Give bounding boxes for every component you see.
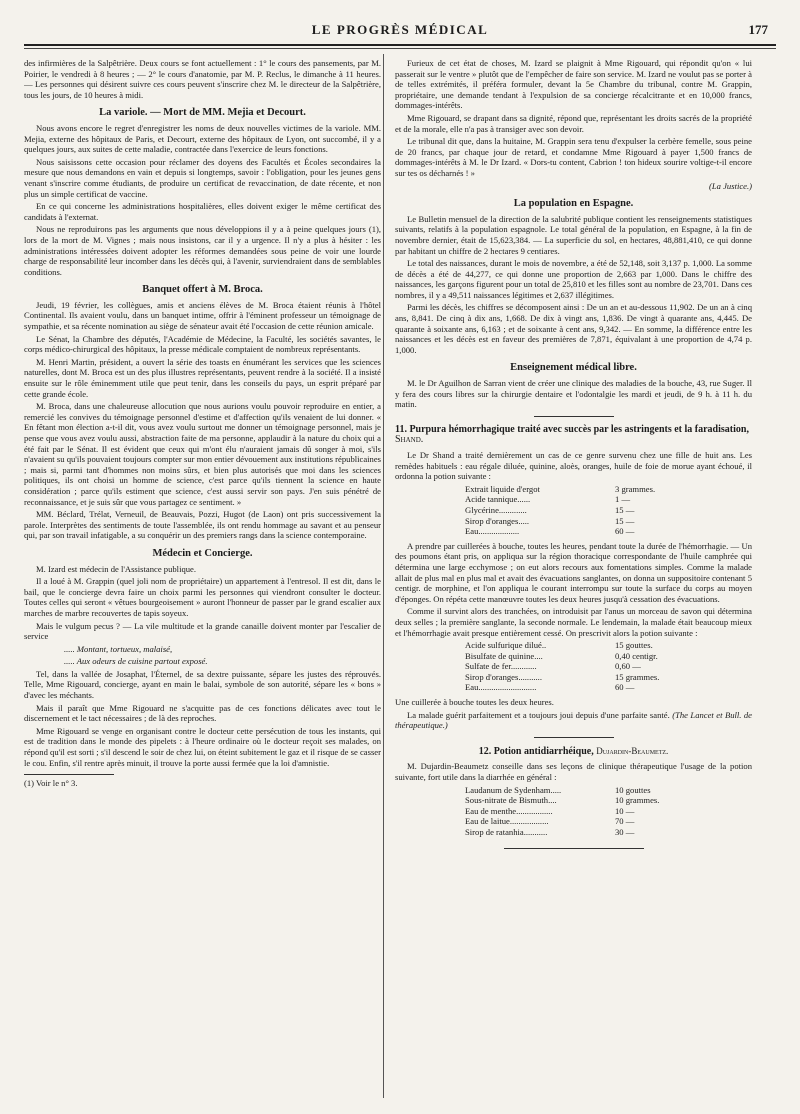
section-title-potion	[395, 746, 752, 758]
prescription-line: Sulfate de fer............ 0,60 —	[465, 661, 641, 672]
prescription-line: Acide sulfurique dilué.. 15 gouttes.	[465, 640, 653, 651]
paragraph: M. Dujardin-Beaumetz conseille dans ses leçons de clinique thérapeutique l'usage de la potion suivante, fort utile dans la diarrhée en général :	[395, 761, 752, 783]
paragraph: En ce qui concerne les administrations hospitalières, elles doivent exiger le même certificat des candidats à l'externat.	[24, 201, 381, 222]
end-rule	[504, 848, 644, 849]
paragraph: Le Sénat, la Chambre des députés, l'Académie de Médecine, la Faculté, les sociétés savantes, le corps médico-chirurgical des hôpitaux, la presse médicale comptaient de nombreux représentants.	[24, 333, 381, 355]
purpura-title: 11. Purpura hémorrhagique traité avec succès par les astringents et la faradisation,	[395, 423, 749, 435]
prescription-line: Sirop de ratanhia........... 30 —	[465, 827, 635, 837]
verse-line: ..... Aux odeurs de cuisine partout exposé.	[64, 656, 208, 667]
paragraph: Mme Rigouard, se drapant dans sa dignité, répond que, représentant les droits sacrés de la propriété et de la morale, elle n'a pas à transiger avec son devoir.	[395, 112, 752, 134]
paragraph: Nous avons encore le regret d'enregistrer les noms de deux nouvelles victimes de la variole. MM. Mejia, externe des hôpitaux de Paris, et Decourt, externe des hôpitaux de Lyon, ont succombé, il y a quelques jours, aux suites de cette maladie, contractée dans l'exercice de leurs fonctions.	[24, 122, 381, 155]
paragraph	[395, 710, 752, 731]
page-number: 177	[748, 22, 768, 37]
paragraph: Le Dr Shand a traité dernièrement un cas de ce genre survenu chez une fille de huit ans. Les remèdes habituels : eau régale diluée, quinine, aloès, oranges, huile de foie de morue ayant échoué, il ordonna la potion suivante :	[395, 450, 752, 482]
paragraph: MM. Béclard, Trélat, Verneuil, de Beauvais, Pozzi, Hugot (de Laon) ont pris successivement la parole. Interprètes des sentiments de toute l'assemblée, ils ont rendu hommage au savant et au penseur qui, par son travail infatigable, a su conquérir un des premiers rangs dans la science contemporaine.	[24, 509, 381, 541]
source-citation: (La Justice.)	[709, 180, 752, 191]
paragraph: Une cuillerée à bouche toutes les deux heures.	[395, 697, 554, 708]
prescription-line: Eau de menthe................. 10 —	[465, 805, 635, 816]
section-title-enseignement: Enseignement médical libre.	[510, 362, 637, 374]
prescription-line: Glycérine............. 15 —	[465, 504, 635, 515]
section-title-broca: Banquet offert à M. Broca.	[142, 284, 263, 296]
prescription-line: Sirop d'oranges........... 15 grammes.	[465, 671, 660, 682]
prescription-line: Acide tannique...... 1 —	[465, 494, 631, 505]
section-title-purpura	[395, 425, 752, 446]
purpura-author: Shand.	[395, 434, 424, 446]
paragraph: Le total des naissances, durant le mois de novembre, a été de 52,148, soit 3,137 p. 1,000. La somme de décès a été de 44,277, ce qui donne une proportion de 2,663 par 1,000. Dans le chiffre des naissances, les garçons figurent pour un total de 25,810 et les filles sont au nombre de 23,701. Dans ces nombres, il y a 49,511 naissances légitimes et 2,637 illégitimes.	[395, 258, 752, 300]
paragraph: Furieux de cet état de choses, M. Izard se plaignit à Mme Rigouard, qui répondit qu'on « lui passerait sur le ventre » plutôt que de l'empêcher de faire son service. M. Izard ne voulut pas se porter à de telles extrémités, il préféra formuler, devant la 5e Chambre du tribunal, contre M. Grappin, propriétaire, une demande tendant à l'expulsion de sa concierge récalcitrante et en 10,000 francs, dommages-intérêts.	[395, 58, 752, 111]
left-column	[24, 58, 381, 1092]
intro-paragraph: des infirmières de la Salpêtrière. Deux cours se font actuellement : 1° le cours des pansements, par M. Poirier, le vendredi à 8 heures ; — 2° le cours d'anatomie, par M. P. Reclus, le dimanche à 11 heures. — Les personnes qui désirent suivre ces cours peuvent s'inscrire chez M. le directeur de la Salpêtrière, tous les jours, de 10 heures à midi.	[24, 58, 381, 100]
prescription-line: Sous-nitrate de Bismuth.... 10 grammes.	[465, 795, 660, 806]
prescription-line: Sirop d'oranges..... 15 —	[465, 515, 635, 526]
purpura-conclusion: La malade guérit parfaitement et a toujours joui depuis d'une parfaite santé.	[407, 709, 670, 720]
page-header	[24, 20, 776, 44]
paragraph: Mais le vulgum pecus ? — La vile multitude et la grande canaille doivent monter par l'escalier de service	[24, 620, 381, 642]
paragraph: Mme Rigouard se venge en organisant contre le docteur cette persécution de tous les instants, qui est de tradition dans le monde des pipelets : à l'heure ordinaire où le docteur reçoit ses malades, on répond qu'il est sorti ; s'il descend le soir de chez lui, on éteint subitement le gaz et il risque de se casser le cou. Enfin, s'il rentre après minuit, il trouve la porte aussi fermée que la loi d'amnistie.	[24, 725, 381, 768]
section-divider	[534, 737, 614, 738]
right-column	[395, 58, 752, 1092]
paragraph: Le tribunal dit que, dans la huitaine, M. Grappin sera tenu d'expulser la cerbère femelle, sous peine de 20 francs, par chaque jour de retard, et condamne Mme Rigouard à payer 1,500 francs de dommages-intérêts à M. le Dr Izard. « Dors-tu content, Cabrion ! ton hideux sourire voltige-t-il encore sur tes os décharnés ! »	[395, 136, 752, 178]
paragraph: Mais il paraît que Mme Rigouard ne s'acquitte pas de ces fonctions délicates avec tout le discernement et le tact nécessaires ; de là des reproches.	[24, 702, 381, 724]
paragraph: Le Bulletin mensuel de la direction de la salubrité publique contient les renseignements statistiques suivants, relatifs à la population espagnole. Le total général de la population, en Espagne, à la fin de novembre dernier, était de 15,623,384. — La superficie du sol, en hectares, 48,881,410, ce qui donne par habitant un chiffre de 2 hectares 9 centiares.	[395, 213, 752, 256]
paragraph: M. Broca, dans une chaleureuse allocution que nous aurions voulu pouvoir reproduire en entier, a remercié les convives du témoignage personnel d'estime et d'affection qu'ils venaient de lui donner. « En fêtant mon élection a-t-il dit, vous avez voulu surtout me donner un témoignage personnel, mais je pense que vous avez voulu aussi, abstraction faite de ma personne, applaudir à la nature du choix qui a été fait par le Sénat. Il est évident que ceux qui m'ont élu n'auraient jamais dû songer à moi, s'ils n'avaient su qu'ils pouvaient toujours compter sur mon entier dévouement aux institutions républicaines ; mais si, parmi tant d'hommes non moins sûrs, et bien plus autorisés que moi dans les sciences politiques, ils ont choisi un homme de science, c'est parce qu'ils tiennent la science en haute considération ; parce qu'ils estiment que science, c'est aussi servir son pays. J'en suis pénétré de reconnaissance, et je suis sûr que vous partagez ce sentiment. »	[24, 401, 381, 507]
prescription-line: Eau........................... 60 —	[465, 682, 635, 693]
column-separator	[383, 54, 384, 1098]
paragraph: Jeudi, 19 février, les collègues, amis et anciens élèves de M. Broca étaient réunis à l'hôtel Continental. Ils avaient voulu, dans un banquet intime, offrir à l'éminent professeur un témoignage de sympathie, et sa récente nomination au siège de sénateur avait été l'occasion de cette réunion amicale.	[24, 299, 381, 332]
verse-line: ..... Montant, tortueux, malaisé,	[64, 643, 173, 654]
prescription-line: Bisulfate de quinine.... 0,40 centigr.	[465, 650, 658, 661]
prescription-line: Eau de laitue.................. 70 —	[465, 816, 635, 827]
prescription-2	[465, 640, 752, 693]
section-title-variole: La variole. — Mort de MM. Mejia et Decourt.	[99, 107, 306, 119]
paragraph: Nous ne reproduirons pas les arguments que nous développions il y a à peine quelques jours (1), lors de la mort de M. Vignes ; mais nous insistons, car il y a urgence. Il n'y a plus à hésiter : les administrations intéressées doivent adopter les réformes demandées sous peine de voir une lourde charge de responsabilité leur incomber dans les décès qui, à l'avenir, surviendraient dans de semblables conditions.	[24, 224, 381, 277]
paragraph: M. le Dr Aguilhon de Sarran vient de créer une clinique des maladies de la bouche, 43, rue Suger. Il y fera des cours libres sur la chirurgie dentaire et l'odontalgie les mardi et jeudi, de 9 h. à 11 h. du matin.	[395, 378, 752, 410]
potion-author: Dujardin-Beaumetz.	[596, 745, 669, 756]
paragraph: Comme il survint alors des tranchées, on introduisit par l'anus un morceau de savon qui détermina deux selles ; la première sanglante, la seconde normale. Le lendemain, la malade était beaucoup mieux et l'hémorrhagie avait presque entièrement cessé. On prescrivit alors la potion suivante :	[395, 606, 752, 638]
section-title-espagne: La population en Espagne.	[513, 198, 634, 210]
prescription-3	[465, 785, 752, 838]
paragraph: Tel, dans la vallée de Josaphat, l'Éternel, de sa dextre puissante, sépare les justes des réprouvés. Telle, Mme Rigouard, concierge, ayant en main le balai, symbole de son autorité, sépare les « bons » d'avec les méchants.	[24, 668, 381, 701]
header-rule	[24, 44, 776, 46]
prescription-line: Extrait liquide d'ergot 3 grammes.	[465, 483, 656, 494]
potion-title: 12. Potion antidiarrhéique,	[478, 745, 594, 757]
footnote: (1) Voir le n° 3.	[24, 778, 78, 789]
paragraph: M. Henri Martin, président, a ouvert la série des toasts en énumérant les services que les sciences naturelles, dont M. Broca est un des plus illustres représentants, peuvent rendre à la société. Il a insisté ensuite sur le rôle éminemment utile que peut tenir, dans les conseils du pays, un esprit préparé par cette grande école.	[24, 356, 381, 399]
prescription-line: Laudanum de Sydenham..... 10 gouttes	[465, 784, 651, 795]
section-title-concierge: Médecin et Concierge.	[152, 547, 253, 559]
journal-title: LE PROGRÈS MÉDICAL	[311, 22, 489, 37]
section-divider	[534, 416, 614, 417]
paragraph: A prendre par cuillerées à bouche, toutes les heures, pendant toute la durée de l'hémorrhagie. — Un des poumons étant pris, on appliqua sur la région thoracique correspondante de l'huile camphrée qui détermina une large ecchymose ; on eut alors recours aux fomentations simples. Comme la malade allait de plus mal en plus mal et avait des évacuations sanglantes, on donna un suppositoire contenant 5 centigr. de morphine, et l'on appliqua le courant interrompu sur toute la surface du corps au moyen d'éponges. On répéta cette manœuvre toutes les deux heures jusqu'à cessation des évacuations.	[395, 540, 752, 604]
prescription-1	[465, 484, 752, 537]
paragraph: M. Izard est médecin de l'Assistance publique.	[36, 563, 197, 574]
header-rule-thin	[24, 48, 776, 49]
prescription-line: Eau................... 60 —	[465, 526, 635, 537]
source-citation: (The Lancet et Bull. de thérapeutique.)	[395, 709, 752, 731]
paragraph: Nous saisissons cette occasion pour réclamer des doyens des Facultés et Écoles secondaires la mesure que nous demandons en vain et depuis si longtemps, savoir : l'obligation, pour les jeunes gens venant s'inscrire comme étudiants, de produire un certificat de revaccination, de date récente, et non plus un simple certificat de vaccine.	[24, 156, 381, 199]
paragraph: Parmi les décès, les chiffres se décomposent ainsi : De un an et au-dessous 11,902. De un an à cinq ans, 8,841. De cinq à dix ans, 1,668. De dix à vingt ans, 1,836. De vingt à quarante ans, 4,445. De quarante à soixante ans, 6,163 ; et de soixante à cent ans, 9,342. — En somme, la différence entre les naissances et les décès est en faveur des premières de 7,871, équivalant à une proportion de 4,74 p. 1,000.	[395, 302, 752, 355]
paragraph: Il a loué à M. Grappin (quel joli nom de propriétaire) un appartement à l'entresol. Il est dit, dans le bail, que le concierge devra faire un choix parmi les personnes qui viendront consulter le docteur. Toutes celles qui seront « vêtues bourgeoisement » auront l'honneur de passer par le grand escalier aux marches de marbre recouvertes de tapis soyeux.	[24, 576, 381, 618]
